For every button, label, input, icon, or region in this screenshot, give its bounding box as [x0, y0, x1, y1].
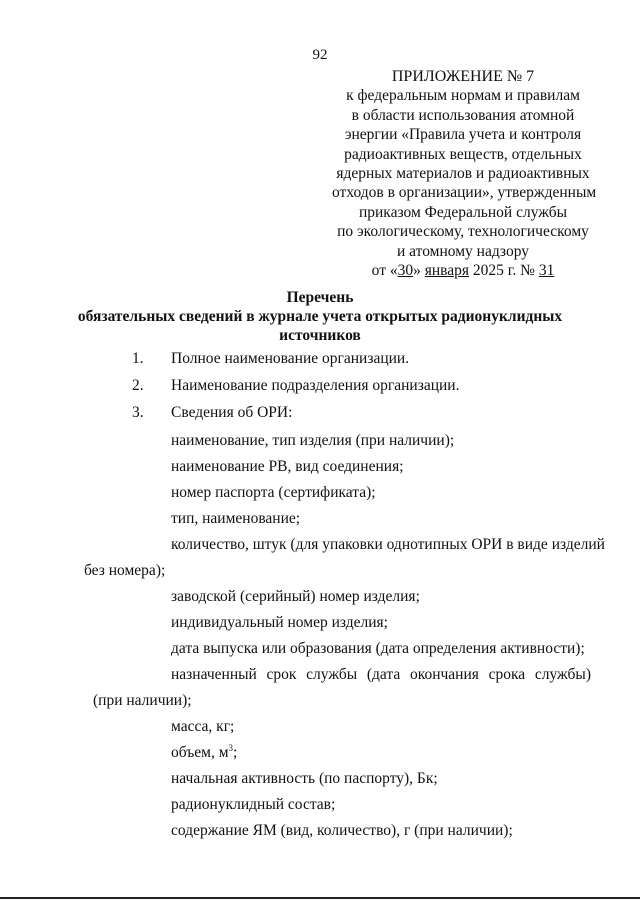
appendix-line: приказом Федеральной службы — [358, 203, 568, 221]
title-line-2: обязательных сведений в журнале учета открытых радионуклидных — [77, 308, 563, 325]
title-line-1: Перечень — [286, 289, 354, 306]
sub-item: количество, штук (для упаковки однотипных ОРИ в виде изделий — [171, 536, 605, 553]
sub-item: индивидуальный номер изделия; — [171, 614, 388, 631]
appendix-line: энергии «Правила учета и контроля — [344, 126, 582, 144]
scan-edge-line — [0, 897, 640, 899]
item-text: Наименование подразделения организации. — [171, 377, 460, 394]
appendix-line: по экологическому, технологическому — [337, 223, 589, 241]
appendix-header — [332, 67, 597, 280]
sub-item-continuation: без номера); — [84, 562, 166, 579]
appendix-line: к федеральным нормам и правилам — [346, 87, 580, 105]
appendix-line: радиоактивных веществ, отдельных — [344, 145, 582, 163]
appendix-date-line — [332, 261, 594, 280]
volume-end: ; — [233, 744, 238, 761]
appendix-line: в области использования атомной — [351, 106, 575, 124]
sub-item: начальная активность (по паспорту), Бк; — [171, 770, 438, 787]
page-number: 92 — [312, 47, 328, 63]
sub-item-continuation: (при наличии); — [93, 692, 192, 709]
date-prefix: от « — [371, 262, 398, 280]
item-number: 3. — [132, 404, 144, 421]
order-number: 31 — [538, 262, 555, 280]
appendix-line: и атомному надзору — [397, 242, 529, 260]
sub-item: наименование, тип изделия (при наличии); — [171, 432, 455, 449]
date-day: 30 — [397, 262, 414, 280]
volume-exponent: 3 — [228, 743, 234, 753]
item-text: Сведения об ОРИ: — [171, 404, 293, 421]
volume-label: объем, м — [171, 744, 229, 761]
appendix-line: отходов в организации», утвержденным — [332, 184, 597, 202]
title-line-3: источников — [279, 327, 361, 344]
date-month: января — [424, 262, 470, 280]
sub-item: назначенный срок службы (дата окончания срока службы) — [171, 666, 591, 683]
appendix-line: ядерных материалов и радиоактивных — [336, 165, 590, 183]
item-number: 2. — [132, 377, 144, 394]
document-title — [60, 288, 580, 345]
sub-item: масса, кг; — [171, 718, 235, 735]
date-mid: » — [413, 262, 425, 280]
sub-item: заводской (серийный) номер изделия; — [171, 588, 420, 605]
sub-item — [171, 744, 237, 762]
date-year: 2025 г. № — [469, 262, 539, 280]
sub-item: радионуклидный состав; — [171, 796, 336, 813]
sub-item: дата выпуска или образования (дата определения активности); — [171, 640, 585, 657]
item-number: 1. — [132, 350, 144, 367]
appendix-title: ПРИЛОЖЕНИЕ № 7 — [391, 68, 535, 85]
sub-item: наименование РВ, вид соединения; — [171, 458, 404, 475]
sub-item: содержание ЯМ (вид, количество), г (при наличии); — [171, 822, 513, 839]
item-text: Полное наименование организации. — [171, 350, 410, 367]
sub-item: тип, наименование; — [171, 510, 301, 527]
sub-item: номер паспорта (сертификата); — [171, 484, 376, 501]
